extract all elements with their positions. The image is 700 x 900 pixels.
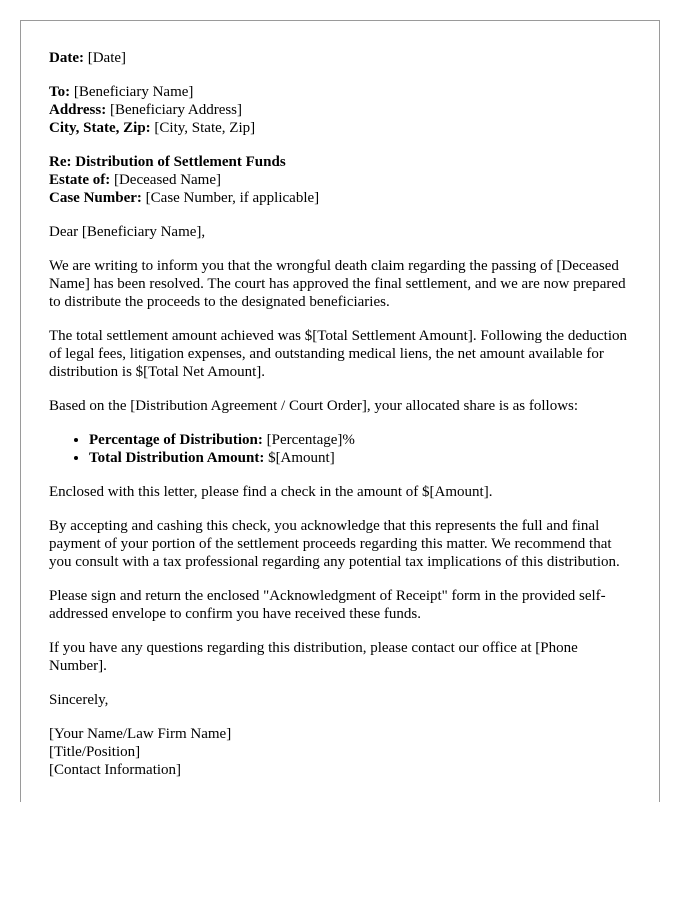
signature-name: [Your Name/Law Firm Name] <box>49 726 232 742</box>
subject-block <box>49 153 631 207</box>
recipient-to-line <box>49 83 631 101</box>
recipient-city-line <box>49 119 631 137</box>
subject-case-line <box>49 189 631 207</box>
paragraph-allocation-intro: Based on the [Distribution Agreement / Court Order], your allocated share is as follows: <box>49 398 579 414</box>
share-amount-label: Total Distribution Amount: <box>89 450 265 466</box>
paragraph-settlement-amount: The total settlement amount achieved was $[Total Settlement Amount]. Following the deduction of legal fees, litigation expenses, and outstanding medical liens, the net amount available for distribution is $[Total Net Amount]. <box>49 328 627 380</box>
subject-re-line <box>49 153 631 171</box>
address-value: [Beneficiary Address] <box>109 102 243 118</box>
re-label: Re: Distribution of Settlement Funds <box>49 154 286 170</box>
list-item <box>89 431 631 449</box>
share-percentage-label: Percentage of Distribution: <box>89 432 263 448</box>
city-label: City, State, Zip: <box>49 120 151 136</box>
recipient-address-line <box>49 101 631 119</box>
letter-page <box>20 20 660 802</box>
closing: Sincerely, <box>49 692 109 708</box>
case-value: [Case Number, if applicable] <box>145 190 320 206</box>
to-value: [Beneficiary Name] <box>73 84 194 100</box>
city-value: [City, State, Zip] <box>154 120 256 136</box>
to-label: To: <box>49 84 71 100</box>
paragraph-contact: If you have any questions regarding this distribution, please contact our office at [Phone Number]. <box>49 640 578 674</box>
address-label: Address: <box>49 102 107 118</box>
recipient-block <box>49 83 631 137</box>
paragraph-resolution: We are writing to inform you that the wrongful death claim regarding the passing of [Deceased Name] has been resolved. The court has approved the final settlement, and we are now prepared to distribute the proceeds to the designated beneficiaries. <box>49 258 626 310</box>
share-list <box>49 431 631 467</box>
share-percentage-value: [Percentage]% <box>266 432 355 448</box>
salutation: Dear [Beneficiary Name], <box>49 224 206 240</box>
paragraph-return-form: Please sign and return the enclosed "Acknowledgment of Receipt" form in the provided self-addressed envelope to confirm you have received these funds. <box>49 588 606 622</box>
signature-block <box>49 725 631 779</box>
signature-contact: [Contact Information] <box>49 762 182 778</box>
date-label: Date: <box>49 50 84 66</box>
share-amount-value: $[Amount] <box>268 450 335 466</box>
signature-title: [Title/Position] <box>49 744 141 760</box>
estate-value: [Deceased Name] <box>113 172 221 188</box>
date-line <box>49 49 631 67</box>
paragraph-acknowledgment: By accepting and cashing this check, you acknowledge that this represents the full and final payment of your portion of the settlement proceeds regarding this matter. We recommend that you consult with a tax professional regarding any potential tax implications of this distribution. <box>49 518 620 570</box>
subject-estate-line <box>49 171 631 189</box>
case-label: Case Number: <box>49 190 142 206</box>
date-value: [Date] <box>87 50 127 66</box>
list-item <box>89 449 631 467</box>
paragraph-enclosed-check: Enclosed with this letter, please find a check in the amount of $[Amount]. <box>49 484 493 500</box>
estate-label: Estate of: <box>49 172 111 188</box>
